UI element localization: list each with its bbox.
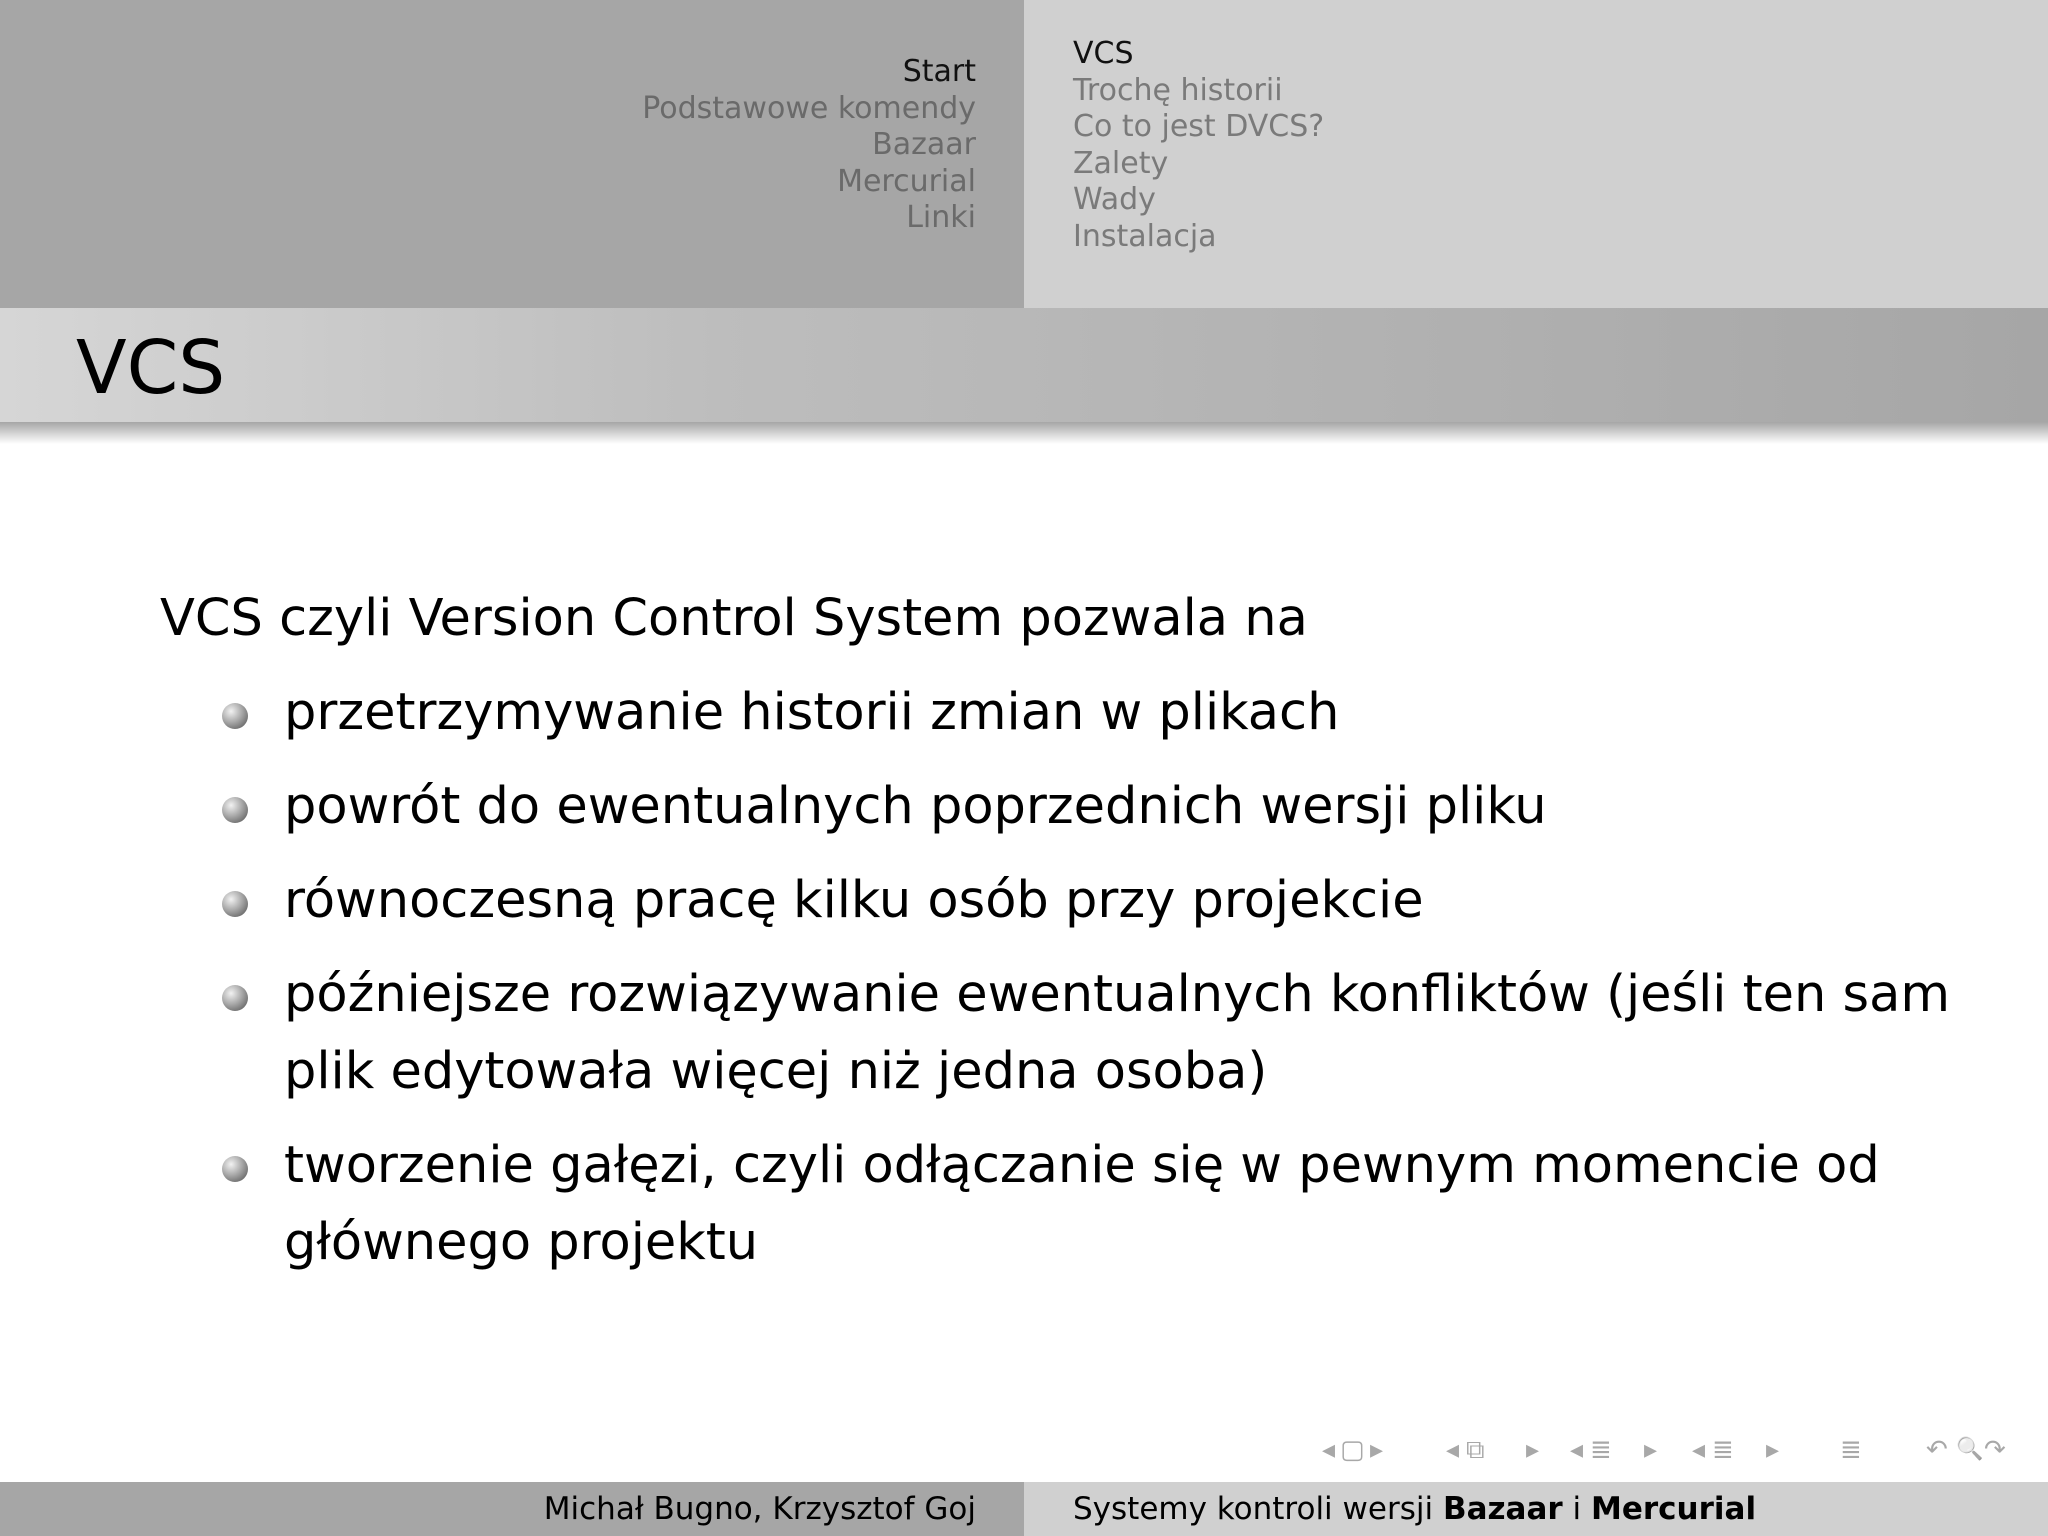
list-item (160, 956, 1980, 1110)
bullet-list (160, 674, 1980, 1281)
toc-prev-icon[interactable]: ◂ (1692, 1435, 1706, 1465)
list-item-text: późniejsze rozwiązywanie ewentualnych konfliktów (jeśli ten sam plik edytowała więcej niż jedna osoba) (284, 965, 1951, 1101)
header-subsections-panel (1024, 0, 2048, 308)
footer-title-bazaar: Bazaar (1442, 1491, 1563, 1527)
footer-title-prefix: Systemy kontroli wersji (1073, 1491, 1434, 1527)
section-item-bazaar[interactable]: Bazaar (872, 127, 976, 162)
subsection-item-wady[interactable]: Wady (1073, 182, 1156, 217)
bullet-ball-icon (222, 1156, 248, 1182)
frame-content (160, 580, 1980, 1298)
subsection-next-icon[interactable]: ▸ (1526, 1435, 1540, 1465)
list-item (160, 768, 1980, 845)
list-item (160, 1127, 1980, 1281)
frame-next-icon[interactable]: ▸ (1370, 1435, 1384, 1465)
subsection-list (1073, 36, 1973, 255)
subsection-icon[interactable]: ⧉ (1466, 1435, 1485, 1465)
section-prev-icon[interactable]: ◂ (1570, 1435, 1584, 1465)
footer-title-panel (1024, 1482, 2048, 1536)
subsection-item-instalacja[interactable]: Instalacja (1073, 218, 1217, 254)
toc-icon[interactable]: ≣ (1712, 1435, 1734, 1465)
list-item-text: przetrzymywanie historii zmian w plikach (284, 683, 1340, 742)
footer-authors-panel (0, 1482, 1024, 1536)
section-item-mercurial[interactable]: Mercurial (837, 163, 976, 199)
bullet-ball-icon (222, 985, 248, 1011)
list-item-text: tworzenie gałęzi, czyli odłączanie się w pewnym momencie od głównego projektu (284, 1136, 1880, 1272)
bullet-ball-icon (222, 703, 248, 729)
section-item-start[interactable]: Start (902, 54, 976, 89)
appendix-icon[interactable]: ≣ (1840, 1435, 1862, 1465)
intro-text: VCS czyli Version Control System pozwala na (160, 589, 1308, 648)
section-list (376, 54, 976, 237)
section-next-icon[interactable]: ▸ (1644, 1435, 1658, 1465)
frame-icon[interactable]: ▢ (1340, 1435, 1365, 1465)
list-item (160, 674, 1980, 751)
list-item-text: równoczesną pracę kilku osób przy projekcie (284, 871, 1424, 930)
frame-title-bar (0, 308, 2048, 422)
subsection-item-co-to-jest-dvcs[interactable]: Co to jest DVCS? (1073, 109, 1325, 144)
subsection-item-vcs[interactable]: VCS (1073, 36, 1134, 71)
search-icon[interactable]: 🔍 (1956, 1437, 1984, 1462)
forward-icon[interactable]: ↷ (1984, 1435, 2006, 1465)
footer-talk-title (1073, 1482, 1756, 1536)
subsection-item-troche-historii[interactable]: Trochę historii (1073, 72, 1283, 108)
toc-next-icon[interactable]: ▸ (1766, 1435, 1780, 1465)
section-item-podstawowe-komendy[interactable]: Podstawowe komendy (642, 90, 976, 126)
list-item (160, 862, 1980, 939)
footer-title-mercurial: Mercurial (1591, 1491, 1757, 1527)
footer-title-conjunction: i (1572, 1491, 1582, 1527)
list-item-text: powrót do ewentualnych poprzednich wersji pliku (284, 777, 1547, 836)
section-icon[interactable]: ≣ (1590, 1435, 1612, 1465)
bullet-ball-icon (222, 891, 248, 917)
subsection-prev-icon[interactable]: ◂ (1446, 1435, 1460, 1465)
footer-authors: Michał Bugno, Krzysztof Goj (543, 1491, 976, 1527)
frame-title: VCS (76, 325, 226, 411)
subsection-item-zalety[interactable]: Zalety (1073, 145, 1169, 181)
title-bar-shadow (0, 422, 2048, 444)
header-sections-panel (0, 0, 1024, 308)
frame-prev-icon[interactable]: ◂ (1322, 1435, 1336, 1465)
bullet-ball-icon (222, 797, 248, 823)
section-item-linki[interactable]: Linki (906, 200, 976, 235)
back-icon[interactable]: ↶ (1926, 1435, 1948, 1465)
